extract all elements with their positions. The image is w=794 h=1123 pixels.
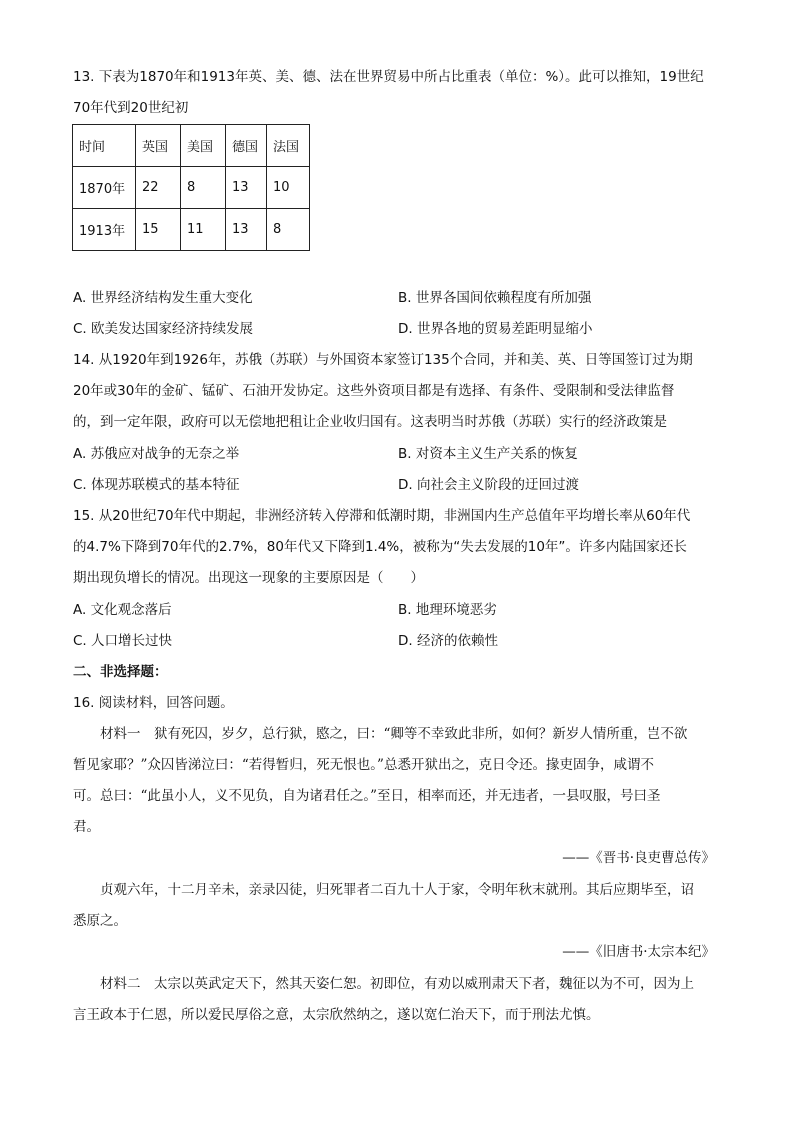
q15-stem-line-2: 的4.7%下降到70年代的2.7%，80年代又下降到1.4%，被称为“失去发展的10年”。许多内陆国家还长 xyxy=(73,539,687,555)
material-1-line-1: 材料一 狱有死囚，岁夕，总行狱，愍之，曰：“卿等不幸致此非所，如何？新岁人情所重，岂不欲 xyxy=(100,726,688,742)
material-2-line-2: 言王政本于仁恩，所以爱民厚俗之意，太宗欣然纳之，遂以宽仁治天下，而于刑法尤慎。 xyxy=(73,1007,600,1023)
material-1b-line-1: 贞观六年，十二月辛未，亲录囚徒，归死罪者二百九十人于家，令明年秋末就刑。其后应期毕至，诏 xyxy=(100,882,694,898)
table-cell: 10 xyxy=(267,167,310,209)
table-cell: 1913年 xyxy=(73,209,136,251)
table-cell: 15 xyxy=(136,209,181,251)
q14-stem-line-2: 20年或30年的金矿、锰矿、石油开发协定。这些外资项目都是有选择、有条件、受限制和受法律监督 xyxy=(73,383,675,399)
q14-option-d[interactable]: D. 向社会主义阶段的迂回过渡 xyxy=(398,477,579,493)
trade-share-table xyxy=(72,124,310,251)
q13-stem-line-1: 13. 下表为1870年和1913年英、美、德、法在世界贸易中所占比重表（单位：%）。此可以推知，19世纪 xyxy=(73,69,704,85)
q13-option-a[interactable]: A. 世界经济结构发生重大变化 xyxy=(73,290,253,306)
table-cell: 11 xyxy=(181,209,226,251)
table-row xyxy=(73,167,310,209)
material-1-line-2: 暂见家耶？”众囚皆涕泣曰：“若得暂归，死无恨也。”总悉开狱出之，克日令还。掾吏固争，咸谓不 xyxy=(73,757,654,773)
table-header-cell: 英国 xyxy=(136,125,181,167)
table-header-cell: 德国 xyxy=(226,125,267,167)
q15-option-d[interactable]: D. 经济的依赖性 xyxy=(398,633,498,649)
table-cell: 13 xyxy=(226,209,267,251)
q13-option-c[interactable]: C. 欧美发达国家经济持续发展 xyxy=(73,321,254,337)
q15-stem-line-1: 15. 从20世纪70年代中期起，非洲经济转入停滞和低潮时期，非洲国内生产总值年平均增长率从60年代 xyxy=(73,508,691,524)
q16-intro: 16. 阅读材料，回答问题。 xyxy=(73,695,234,711)
q14-stem-line-1: 14. 从1920年到1926年，苏俄（苏联）与外国资本家签订135个合同，并和美、英、日等国签订过为期 xyxy=(73,352,693,368)
material-1b-source: ——《旧唐书·太宗本纪》 xyxy=(562,944,715,960)
q13-stem-line-2: 70年代到20世纪初 xyxy=(73,100,189,116)
table-cell: 8 xyxy=(267,209,310,251)
material-1-source: ——《晋书·良吏曹总传》 xyxy=(562,850,715,866)
q14-option-a[interactable]: A. 苏俄应对战争的无奈之举 xyxy=(73,446,240,462)
material-1-line-4: 君。 xyxy=(73,819,100,835)
material-1b-line-2: 悉原之。 xyxy=(73,913,127,929)
table-row xyxy=(73,209,310,251)
table-header-row xyxy=(73,125,310,167)
table-cell: 1870年 xyxy=(73,167,136,209)
table-header-cell: 时间 xyxy=(73,125,136,167)
q13-option-b[interactable]: B. 世界各国间依赖程度有所加强 xyxy=(398,290,592,306)
table-header-cell: 法国 xyxy=(267,125,310,167)
table-cell: 13 xyxy=(226,167,267,209)
q15-stem-line-3: 期出现负增长的情况。出现这一现象的主要原因是（ ） xyxy=(73,570,424,586)
material-1-line-3: 可。总曰：“此虽小人，义不见负，自为诸君任之。”至日，相率而还，并无违者，一县叹服，号曰圣 xyxy=(73,788,661,804)
q15-option-a[interactable]: A. 文化观念落后 xyxy=(73,602,172,618)
table-cell: 8 xyxy=(181,167,226,209)
table-cell: 22 xyxy=(136,167,181,209)
q14-option-b[interactable]: B. 对资本主义生产关系的恢复 xyxy=(398,446,578,462)
q15-option-c[interactable]: C. 人口增长过快 xyxy=(73,633,173,649)
q15-option-b[interactable]: B. 地理环境恶劣 xyxy=(398,602,497,618)
q13-option-d[interactable]: D. 世界各地的贸易差距明显缩小 xyxy=(398,321,593,337)
table-header-cell: 美国 xyxy=(181,125,226,167)
q14-stem-line-3: 的，到一定年限，政府可以无偿地把租让企业收归国有。这表明当时苏俄（苏联）实行的经济政策是 xyxy=(73,414,667,430)
q14-option-c[interactable]: C. 体现苏联模式的基本特征 xyxy=(73,477,240,493)
material-2-line-1: 材料二 太宗以英武定天下，然其天姿仁恕。初即位，有劝以威刑肃天下者，魏征以为不可，因为上 xyxy=(100,976,694,992)
section-heading: 二、非选择题： xyxy=(73,664,168,680)
